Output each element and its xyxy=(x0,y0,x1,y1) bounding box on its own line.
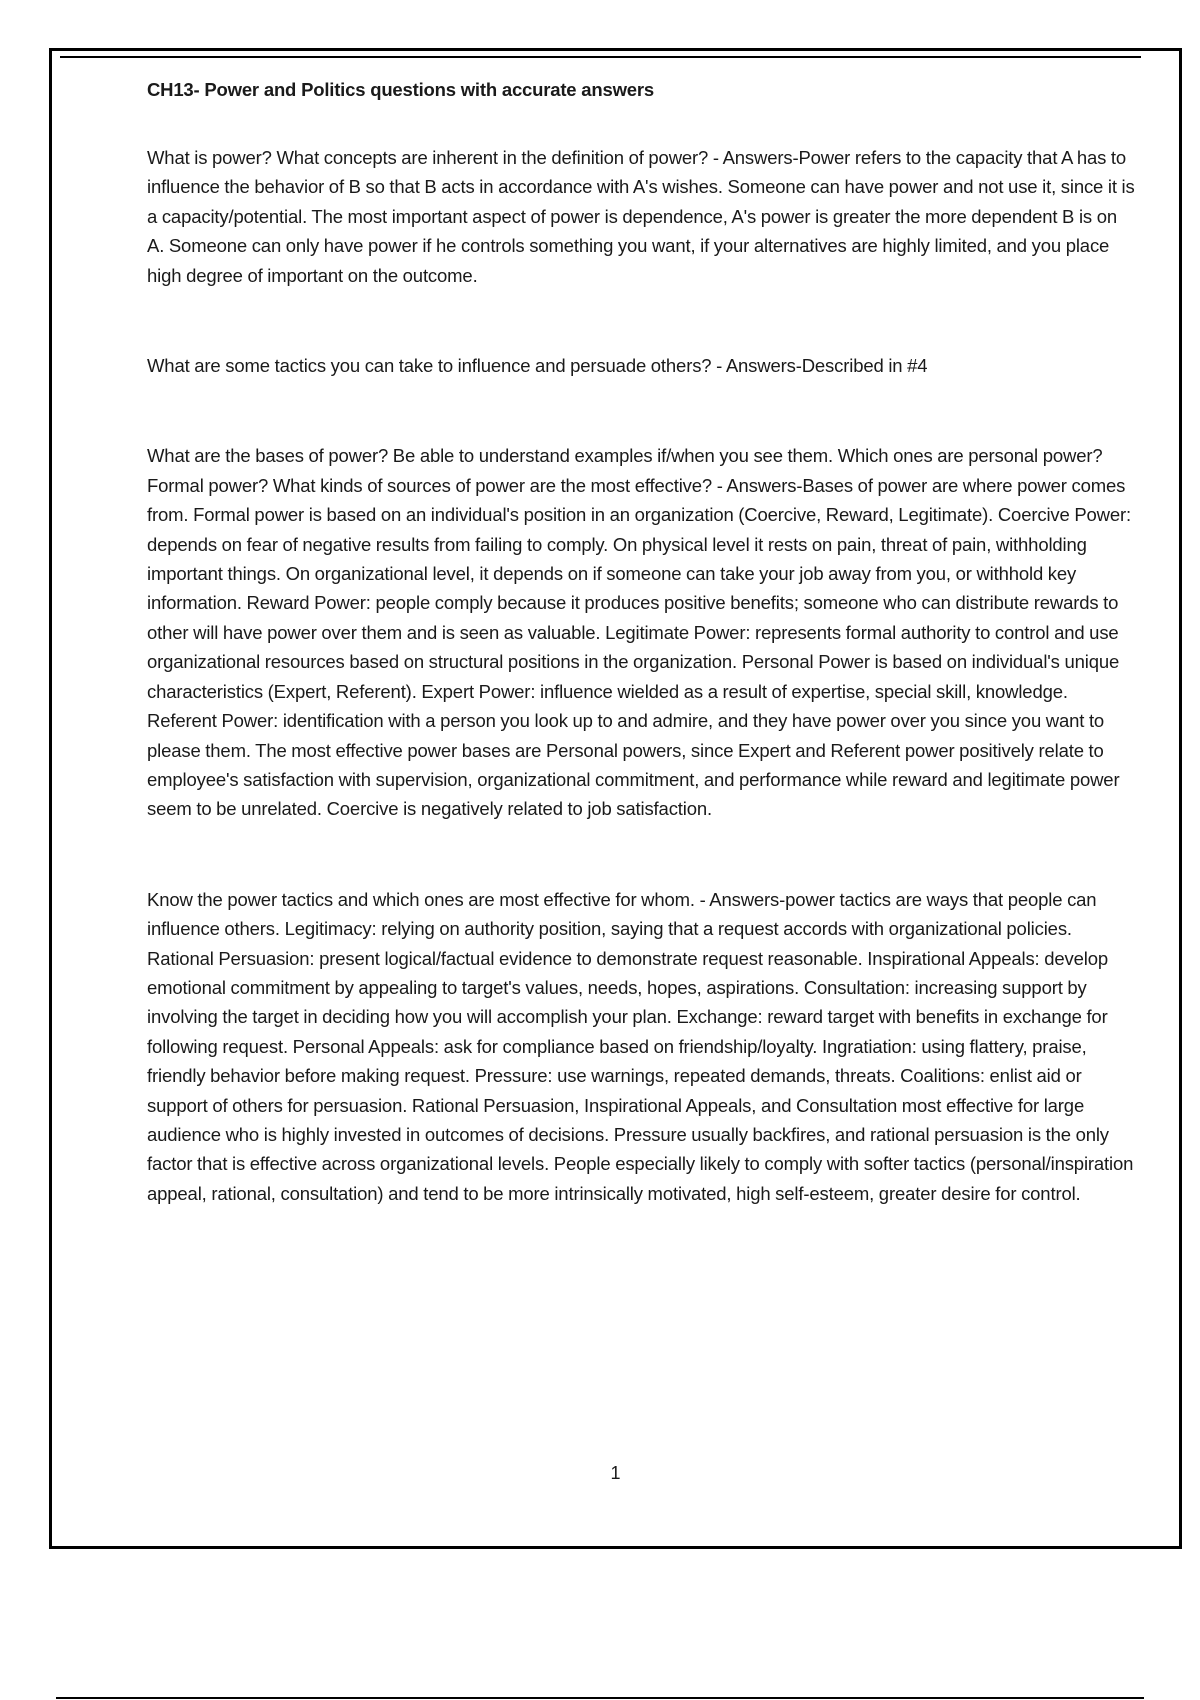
top-rule xyxy=(60,56,1141,58)
document-title: CH13- Power and Politics questions with accurate answers xyxy=(147,79,654,100)
qa-entry-power-tactics: Know the power tactics and which ones are most effective for whom. - Answers-power tactics are ways that people can influence others. Legitimacy: relying on authority position, saying that a request accords with organizational policies. Rational Persuasion: present logical/factual evidence to demonstrate request reasonable. Inspirational Appeals: develop emotional commitment by appealing to target's values, needs, hopes, aspirations. Consultation: increasing support by involving the target in deciding how you will accomplish your plan. Exchange: reward target with benefits in exchange for following request. Personal Appeals: ask for compliance based on friendship/loyalty. Ingratiation: using flattery, praise, friendly behavior before making request. Pressure: use warnings, repeated demands, threats. Coalitions: enlist aid or support of others for persuasion. Rational Persuasion, Inspirational Appeals, and Consultation most effective for large audience who is highly invested in outcomes of decisions. Pressure usually backfires, and rational persuasion is the only factor that is effective across organizational levels. People especially likely to comply with softer tactics (personal/inspiration appeal, rational, consultation) and tend to be more intrinsically motivated, high self-esteem, greater desire for control. xyxy=(147,888,1134,1204)
page-content xyxy=(147,77,1137,1208)
qa-entry-influence-tactics: What are some tactics you can take to influence and persuade others? - Answers-Described in #4 xyxy=(147,355,928,377)
qa-entry-definition-of-power: What is power? What concepts are inherent in the definition of power? - Answers-Power refers to the capacity that A has to influence the behavior of B so that B acts in accordance with A's wishes. Someone can have power and not use it, since it is a capacity/potential. The most important aspect of power is dependence, A's power is greater the more dependent B is on A. Someone can only have power if he controls something you want, if your alternatives are highly limited, and you place high degree of important on the outcome. xyxy=(147,147,1135,286)
next-page-rule xyxy=(56,1697,1144,1699)
qa-entry-bases-of-power: What are the bases of power? Be able to understand examples if/when you see them. Which ones are personal power? Formal power? What kinds of sources of power are the most effective? - Answers-Bases of power are where power comes from. Formal power is based on an individual's position in an organization (Coercive, Reward, Legitimate). Coercive Power: depends on fear of negative results from failing to comply. On physical level it rests on pain, threat of pain, withholding important things. On organizational level, it depends on if someone can take your job away from you, or withhold key information. Reward Power: people comply because it produces positive benefits; someone who can distribute rewards to other will have power over them and is seen as valuable. Legitimate Power: represents formal authority to control and use organizational resources based on structural positions in the organization. Personal Power is based on individual's unique characteristics (Expert, Referent). Expert Power: influence wielded as a result of expertise, special skill, knowledge. Referent Power: identification with a person you look up to and admire, and they have power over you since you want to please them. The most effective power bases are Personal powers, since Expert and Referent power positively relate to employee's satisfaction with supervision, organizational commitment, and performance while reward and legitimate power seem to be unrelated. Coercive is negatively related to job satisfaction. xyxy=(147,445,1132,820)
page-frame xyxy=(49,48,1182,1549)
page-number: 1 xyxy=(610,1463,621,1483)
